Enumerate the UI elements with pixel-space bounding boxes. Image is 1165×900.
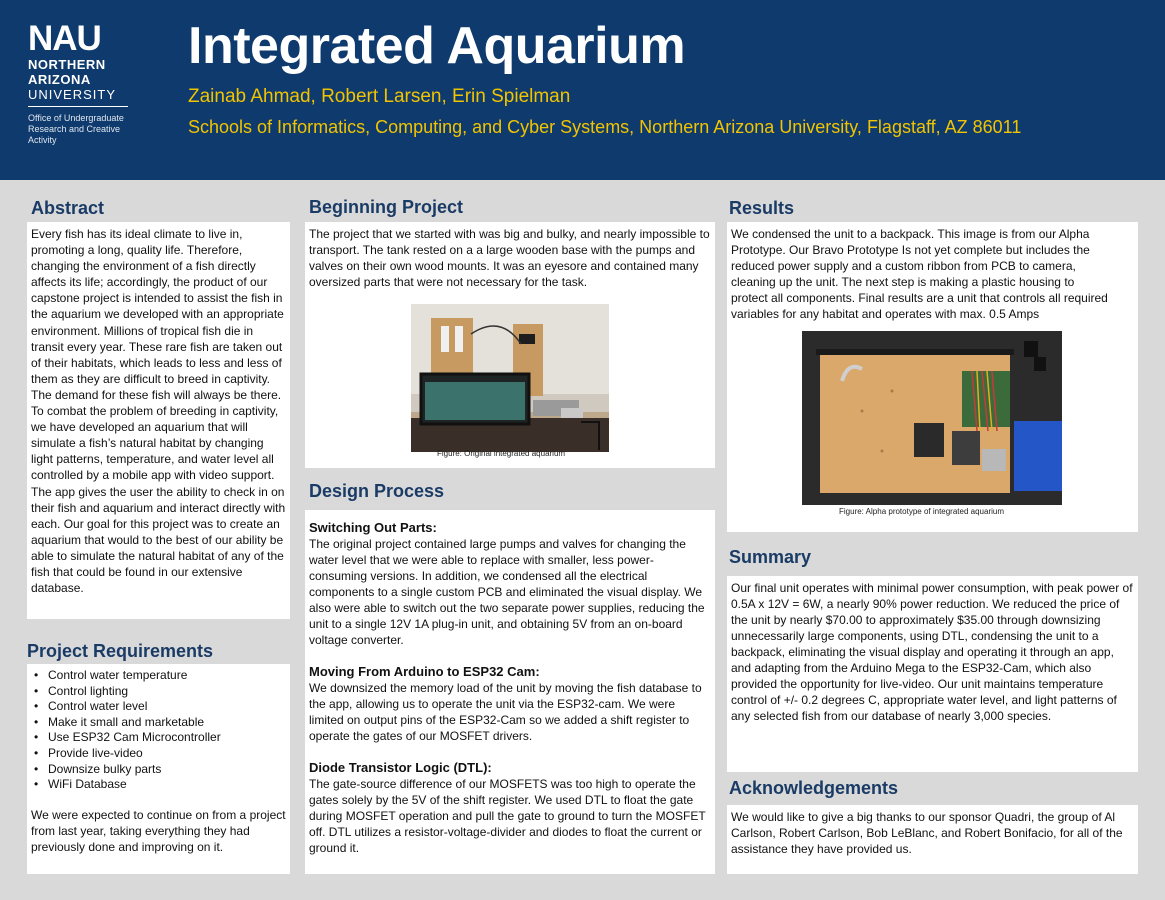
logo-office-line-3: Activity bbox=[28, 135, 57, 145]
summary-text: Our final unit operates with minimal power consumption, with peak power of 0.5A x 12V = 6W, a nearly 90% power reduction. We reduced the price of the unit by nearly $70.00 to approximately $35.00 through downsizing unnecessarily large components, using DTL, condensing the unit to a backpack, eliminating the visual display and operating it through an app, and adapting from the Arduino Mega to the ESP32-Cam, which also provided the opportunity for live-video. Our unit maintains temperature control of +/- 0.2 degrees C, appropriate water level, and light patterns of any selected fish from our database of nearly 3,000 species. bbox=[731, 581, 1133, 723]
abstract-text: Every fish has its ideal climate to live in, promoting a long, quality life. Therefore, changing the environment of a fish directly affects its life; accordingly, the product of our capstone project is intended to assist the fish in the aquarium we developed with an appropriate environment. Millions of tropical fish die in transit every year. These rare fish are taken out of their habitats, which leads to less and less of them as they are difficult to breed in captivity. The demand for these fish will always be there. To combat the problem of breeding in captivity, we have developed an aquarium that will simulate a fish’s natural habitat by changing light patterns, temperature, and water level all controlled by a mobile app with video support. The app gives the user the ability to check in on their fish and aquarium and interact directly with each. Our goal for this project was to create an aquarium that would to the best of our ability be able to simulate the natural habitat of any of the fish that could be found in our extensive database. bbox=[31, 227, 286, 596]
logo-nau-text: NAU bbox=[28, 19, 101, 58]
requirements-note: We were expected to continue on from a project from last year, taking everything they had previously done and improving on it. bbox=[31, 807, 286, 854]
acknowledgements-title: Acknowledgements bbox=[729, 778, 899, 798]
logo-northern: NORTHERN bbox=[28, 57, 106, 72]
design-title: Design Process bbox=[309, 481, 445, 501]
requirements-list bbox=[31, 668, 286, 793]
design-text-esp32: We downsized the memory load of the unit by moving the fish database to the app, allowing us to operate the unit via the ESP32-cam. We were limited on output pins of the ESP32-Cam so we added a shift register to operate the gates of our MOSFET drivers. bbox=[309, 681, 702, 743]
design-heading-esp32: Moving From Arduino to ESP32 Cam: bbox=[309, 664, 540, 679]
design-heading-dtl: Diode Transistor Logic (DTL): bbox=[309, 760, 492, 775]
summary-title: Summary bbox=[729, 547, 812, 567]
design-text-dtl: The gate-source difference of our MOSFETS was too high to operate the gates solely by the 5V of the shift register. We used DTL to float the gate during MOSFET operation and pull the gate to ground to turn the MOSFET off. DTL utilizes a resistor-voltage-divider and diodes to float the current or ground it. bbox=[309, 777, 706, 855]
requirement-item: • Make it small and marketable bbox=[31, 715, 286, 731]
design-box bbox=[305, 510, 715, 874]
logo-office-line-2: Research and Creative bbox=[28, 124, 121, 134]
requirement-item: • Downsize bulky parts bbox=[31, 762, 286, 778]
original-aquarium-photo bbox=[411, 304, 609, 452]
requirement-item: • Control water level bbox=[31, 699, 286, 715]
acknowledgements-text: We would like to give a big thanks to our sponsor Quadri, the group of Al Carlson, Robert Carlson, Bob LeBlanc, and Robert Bonifacio, for all of the assistance they have provided us. bbox=[731, 810, 1123, 856]
alpha-prototype-caption: Figure: Alpha prototype of integrated aquarium bbox=[839, 507, 1004, 516]
poster-affiliation: Schools of Informatics, Computing, and Cyber Systems, Northern Arizona University, Flagstaff, AZ 86011 bbox=[188, 117, 1022, 137]
logo-divider bbox=[28, 106, 128, 107]
poster-header bbox=[0, 0, 1165, 180]
design-heading-switching: Switching Out Parts: bbox=[309, 520, 437, 535]
requirement-item: • Use ESP32 Cam Microcontroller bbox=[31, 730, 286, 746]
requirements-box bbox=[27, 664, 290, 874]
beginning-title: Beginning Project bbox=[309, 197, 464, 217]
beginning-text: The project that we started with was big and bulky, and nearly impossible to transport. The tank rested on a a large wooden base with the pumps and valves on their own wood mounts. It was an eyesore and contained many oversized parts that were not necessary for the task. bbox=[309, 227, 710, 289]
results-text: We condensed the unit to a backpack. This image is from our Alpha Prototype. Our Bravo Prototype Is not yet complete but includes the reduced power supply and a custom ribbon from PCB to camera, cleaning up the unit. The next step is making a plastic housing to protect all components. Final results are a unit that controls all required variables for any habitat and operates with max. 0.5 Amps bbox=[731, 227, 1108, 321]
requirements-title: Project Requirements bbox=[27, 641, 214, 661]
results-title: Results bbox=[729, 198, 795, 218]
nau-logo bbox=[28, 19, 138, 146]
poster-title: Integrated Aquarium bbox=[188, 17, 686, 75]
requirement-item: • Provide live-video bbox=[31, 746, 286, 762]
summary-box bbox=[727, 576, 1138, 772]
alpha-prototype-photo bbox=[802, 331, 1062, 505]
requirement-item: • Control water temperature bbox=[31, 668, 286, 684]
logo-university: UNIVERSITY bbox=[28, 87, 117, 102]
requirement-item: • WiFi Database bbox=[31, 777, 286, 793]
original-aquarium-caption: Figure: Original integrated aquarium bbox=[437, 449, 566, 458]
abstract-title: Abstract bbox=[31, 198, 105, 218]
acknowledgements-box bbox=[727, 805, 1138, 874]
design-text-switching: The original project contained large pumps and valves for changing the water level that we were able to replace with smaller, less power-consuming versions. In addition, we condensed all the electrical components to a single custom PCB and eliminated the visual display. We also were able to switch out the two separate power supplies, reducing the unit to a single 12V 1A plug-in unit, and obtaining 5V from an on-board voltage converter. bbox=[309, 537, 705, 647]
poster-authors: Zainab Ahmad, Robert Larsen, Erin Spielman bbox=[188, 86, 571, 107]
logo-office-line-1: Office of Undergraduate bbox=[28, 113, 124, 123]
requirement-item: • Control lighting bbox=[31, 684, 286, 700]
abstract-box bbox=[27, 222, 290, 619]
logo-arizona: ARIZONA bbox=[28, 72, 91, 87]
